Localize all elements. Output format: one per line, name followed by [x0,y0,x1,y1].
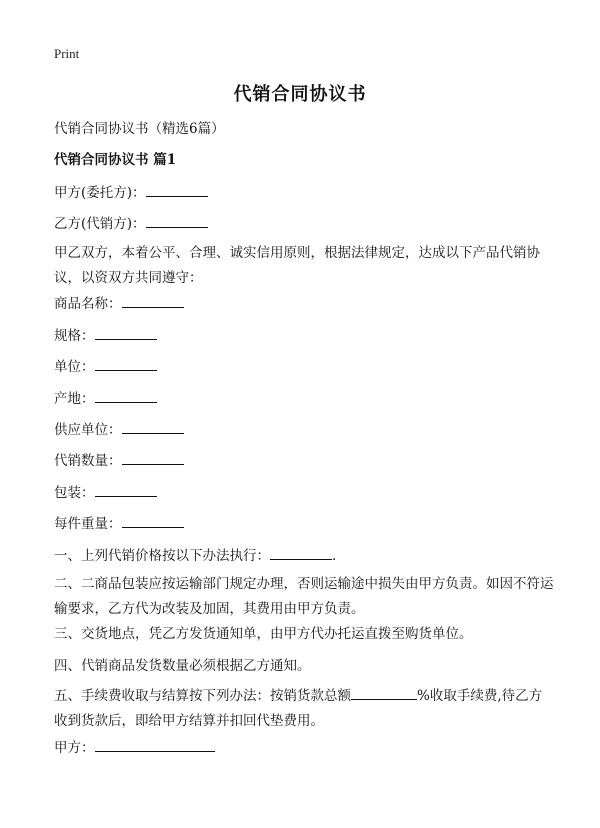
signature-a-blank [95,737,215,752]
clause-1-line [54,545,336,566]
product-name-line [54,293,184,314]
spec-label: 规格： [54,328,95,344]
spec-blank [95,325,157,340]
party-b-blank [146,213,208,228]
document-subtitle: 代销合同协议书（精选6篇） [54,121,225,137]
unit-blank [95,356,157,371]
clause-3-line: 三、交货地点，凭乙方发货通知单，由甲方代办托运直拨至购货单位。 [54,626,473,642]
print-label: Print [54,46,80,61]
product-name-label: 商品名称： [54,296,122,312]
origin-label: 产地： [54,391,95,407]
signature-a-label: 甲方： [54,740,95,756]
quantity-label: 代销数量： [54,453,122,469]
signature-a-line [54,737,215,758]
document-title: 代销合同协议书 [233,84,367,105]
unit-weight-blank [122,513,184,528]
clause-4-line: 四、代销商品发货数量必须根据乙方通知。 [54,658,311,674]
origin-line [54,388,157,409]
section-heading: 代销合同协议书 篇1 [54,152,177,168]
clause-1-tail: . [332,548,337,564]
unit-weight-label: 每件重量： [54,516,122,532]
product-name-blank [122,293,184,308]
unit-line [54,356,157,377]
party-a-label: 甲方(委托方)： [54,185,146,201]
intro-paragraph: 甲乙双方，本着公平、合理、诚实信用原则，根据法律规定，达成以下产品代销协议，以资双方共同遵守： [54,245,540,286]
party-a-line [54,182,208,203]
clause-5-part2: %收取手续费,待乙方收到货款后，即给甲方结算并扣回代垫费用。 [54,688,543,729]
supplier-label: 供应单位： [54,422,122,438]
unit-weight-line [54,513,184,534]
party-a-blank [146,182,208,197]
party-b-line [54,213,208,234]
packaging-blank [95,482,157,497]
clause-5-paragraph [54,684,554,734]
clause-2-paragraph: 二、二商品包装应按运输部门规定办理，否则运输途中损失由甲方负责。如因不符运输要求，乙方代为改装及加固，其费用由甲方负责。 [54,576,554,617]
spec-line [54,325,157,346]
unit-label: 单位： [54,359,95,375]
packaging-label: 包装： [54,485,95,501]
clause-5-part1: 五、手续费收取与结算按下列办法：按销货款总额 [54,688,351,704]
supplier-blank [122,419,184,434]
origin-blank [95,388,157,403]
quantity-blank [122,450,184,465]
clause-1-blank [270,545,332,560]
clause-1-text: 一、上列代销价格按以下办法执行： [54,548,270,564]
supplier-line [54,419,184,440]
packaging-line [54,482,157,503]
clause-5-blank [351,685,417,700]
party-b-label: 乙方(代销方)： [54,216,146,232]
quantity-line [54,450,184,471]
